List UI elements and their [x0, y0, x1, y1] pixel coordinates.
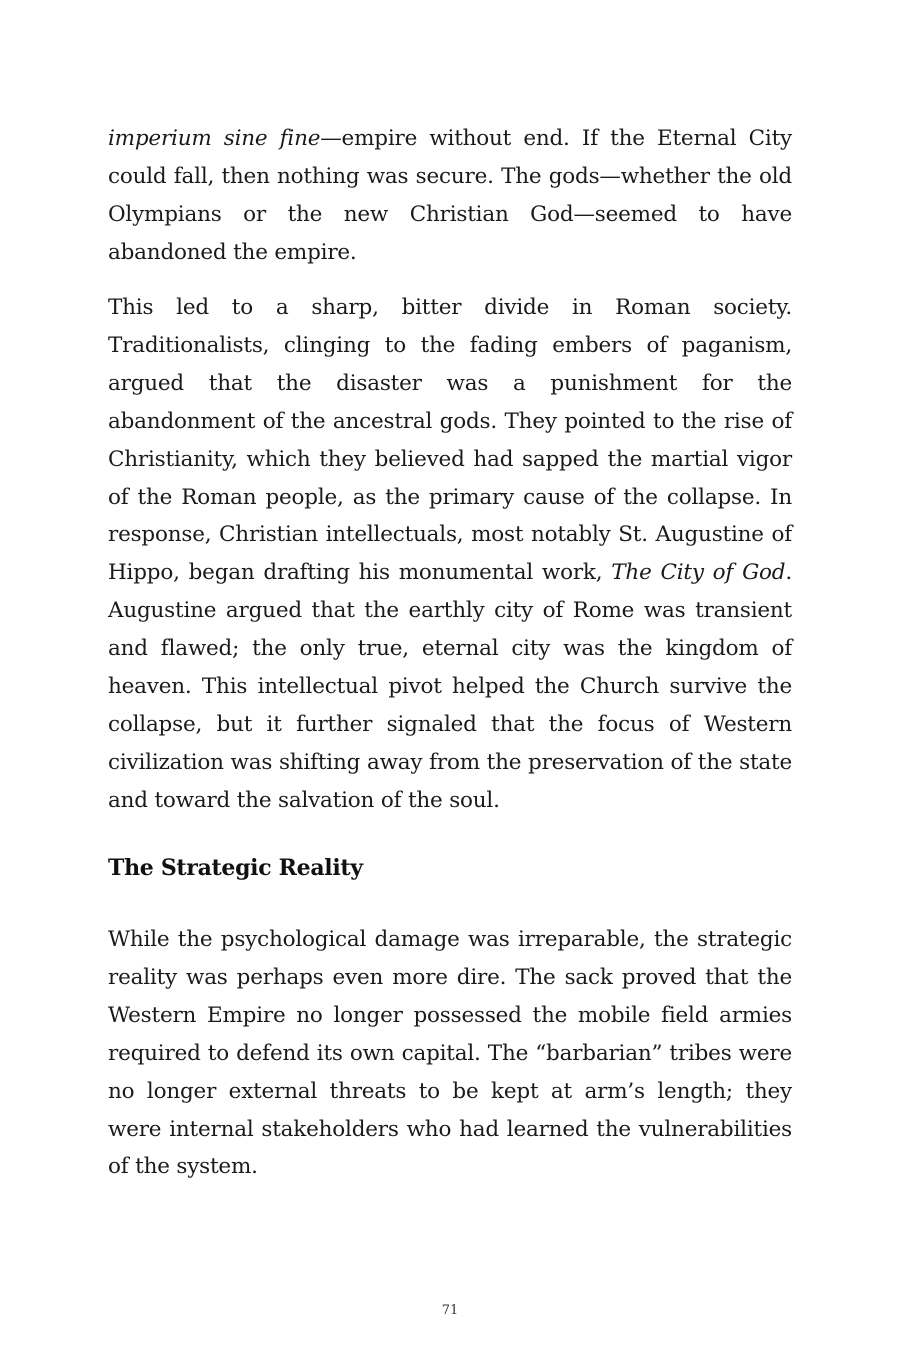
book-title: The City of God — [611, 560, 786, 586]
paragraph-body-after-title: . Augustine argued that the earthly city of Rome was transient and flawed; the only true, eternal city was the kingdom of heaven. This intellectual pivot helped the Church survive the collapse, but it further signaled that the focus of Western civilization was shifting away from the preservation of the state and toward the salvation of the soul. — [108, 560, 792, 813]
paragraph-roman-divide — [108, 289, 792, 820]
section-heading: The Strategic Reality — [108, 855, 363, 881]
paragraph-body: While the psychological damage was irreparable, the strategic reality was perhaps even more dire. The sack proved that the Western Empire no longer possessed the mobile field armies required to defend its own capital. The “barbarian” tribes were no longer external threats to be kept at arm’s length; they were internal stakeholders who had learned the vulnerabilities of the system. — [108, 927, 792, 1180]
italic-latin-phrase: imperium sine fine — [108, 126, 321, 151]
paragraph-text — [108, 120, 792, 272]
paragraph-text — [108, 289, 792, 820]
paragraph-strategic-reality — [108, 921, 792, 1186]
paragraph-body: —empire without end. If the Eternal City could fall, then nothing was secure. The gods—whether the old Olympians or the new Christian God—seemed to have abandoned the empire. — [108, 126, 792, 265]
page-number: 71 — [441, 1303, 459, 1318]
paragraph-body-before-title: This led to a sharp, bitter divide in Roman society. Traditionalists, clinging to the fading embers of paganism, argued that the disaster was a punishment for the abandonment of the ancestral gods. They pointed to the rise of Christianity, which they believed had sapped the martial vigor of the Roman people, as the primary cause of the collapse. In response, Christian intellectuals, most notably St. Augustine of Hippo, began drafting his monumental work, — [108, 295, 792, 586]
paragraph-imperium — [108, 120, 792, 272]
